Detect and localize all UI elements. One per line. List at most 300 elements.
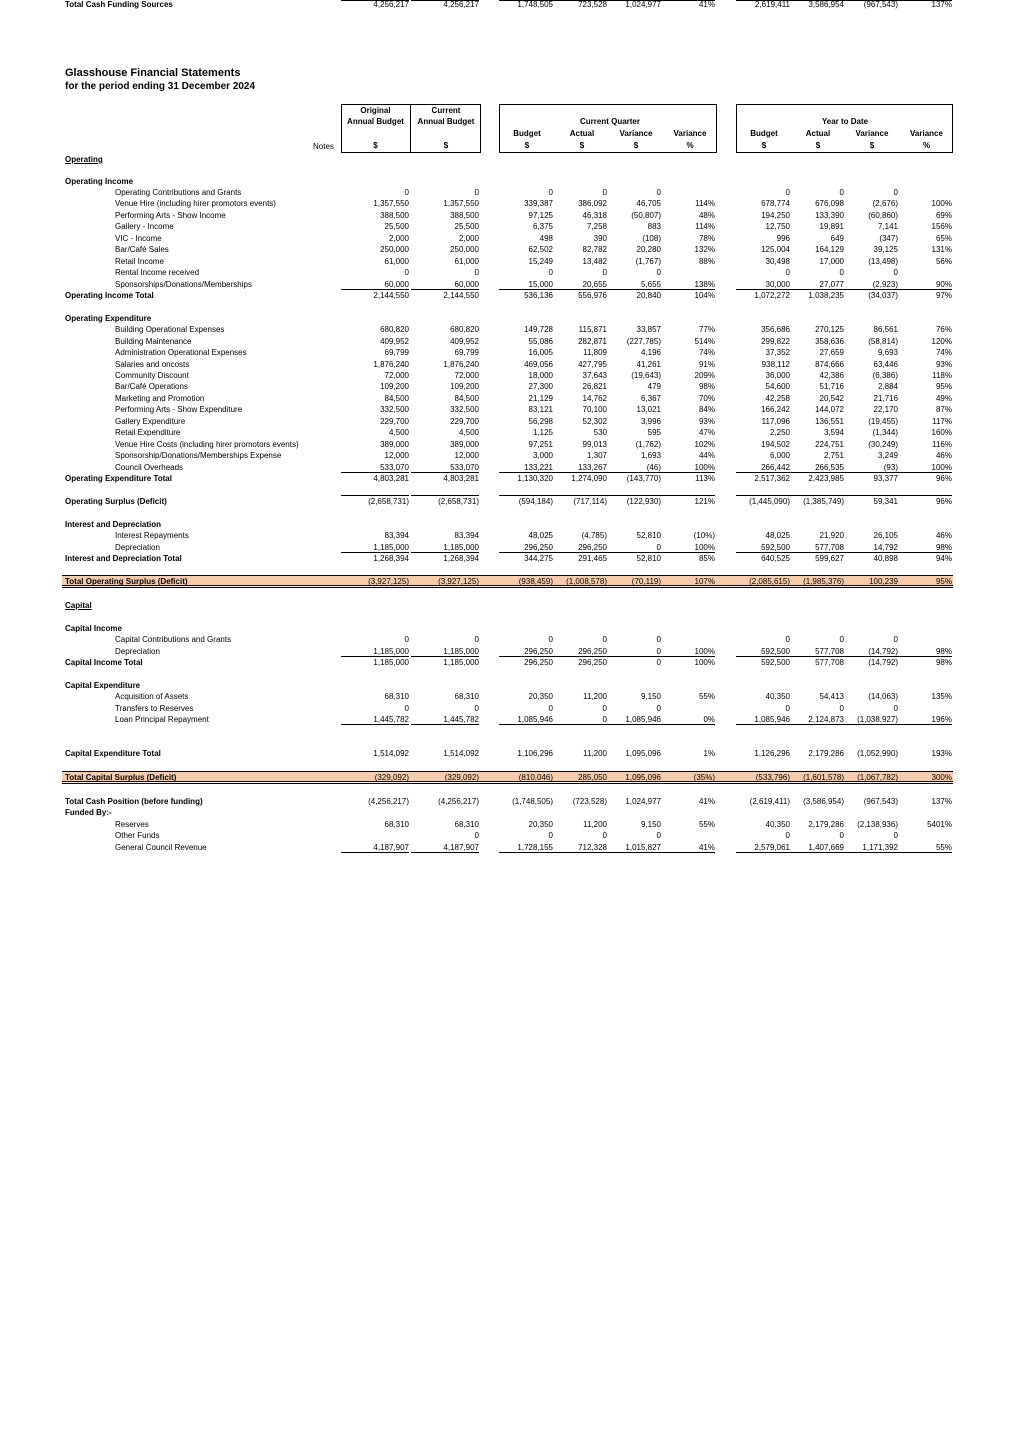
original-budget-value: 4,187,907 — [373, 843, 409, 852]
ytd-budget-value: 40,350 — [765, 820, 790, 829]
ytd-variance-pct-value: 116% — [932, 440, 952, 449]
group-heading: Capital Expenditure — [65, 681, 141, 690]
ytd-budget-value: 2,619,411 — [755, 0, 790, 9]
line-item-label: Other Funds — [115, 831, 160, 840]
line-item-label: Rental Income received — [115, 268, 200, 277]
ytd-budget-value: 40,350 — [765, 692, 790, 701]
cq-variance-pct-value: 44% — [698, 451, 715, 460]
ytd-variance-pct-value: 5401% — [927, 820, 952, 829]
cq-budget-value: 1,728,155 — [517, 843, 553, 852]
current-budget-value: (329,092) — [444, 773, 479, 782]
cq-budget-value: 1,748,505 — [517, 0, 553, 9]
original-budget-label-2: Annual Budget — [347, 117, 404, 126]
ytd-actual-value: 0 — [839, 831, 844, 840]
ytd-variance-pct-value: 120% — [931, 337, 952, 346]
cq-actual-value: 11,809 — [583, 348, 607, 357]
subtotal-rule — [341, 472, 409, 473]
current-budget-value: 1,185,000 — [443, 647, 479, 656]
ytd-actual-value: 42,386 — [819, 371, 844, 380]
original-budget-value: 1,357,550 — [373, 199, 409, 208]
ytd-variance-pct-value: 196% — [931, 715, 952, 724]
cq-variance-value: 1,095,096 — [625, 749, 661, 758]
ytd-variance-pct-value: 49% — [935, 394, 952, 403]
current-budget-label-1: Current — [431, 106, 461, 115]
original-budget-value: 69,799 — [384, 348, 409, 357]
original-budget-value: 1,185,000 — [373, 647, 409, 656]
subtotal-rule — [499, 0, 715, 1]
original-budget-value: 332,500 — [380, 405, 409, 414]
line-item-label: Sponsorships/Donations/Memberships — [115, 280, 252, 289]
ytd-variance-value: 86,561 — [873, 325, 898, 334]
cq-variance-pct-value: 48% — [698, 211, 715, 220]
ytd-variance-pct-value: 95% — [935, 382, 952, 391]
ytd-variance-pct-value: 56% — [935, 257, 952, 266]
cq-budget-value: 498 — [539, 234, 553, 243]
cq-variance-value: (19,643) — [631, 371, 661, 380]
original-budget-value: 409,952 — [380, 337, 409, 346]
cq-actual-value: 11,200 — [583, 820, 607, 829]
cq-variance-pct-value: (10%) — [693, 531, 715, 540]
current-budget-value: 12,000 — [454, 451, 479, 460]
cq-variance-value: 9,150 — [640, 820, 661, 829]
original-budget-value: 109,200 — [380, 382, 409, 391]
subtotal-rule — [411, 724, 479, 725]
ytd-budget-value: 42,258 — [765, 394, 790, 403]
cq-variance-value: (122,930) — [626, 497, 661, 506]
ytd-budget-value: 30,498 — [765, 257, 790, 266]
original-budget-value: 83,394 — [384, 531, 409, 540]
cq-actual-value: 26,821 — [582, 382, 607, 391]
original-budget-label-1: Original — [360, 106, 391, 115]
current-budget-value: (2,658,731) — [438, 497, 479, 506]
cq-actual-value: 386,092 — [578, 199, 607, 208]
cq-variance-pct-value: 102% — [694, 440, 715, 449]
cq-budget-value: 0 — [548, 635, 553, 644]
cq-actual-value: (4,785) — [581, 531, 607, 540]
line-item-label: Venue Hire (including hirer promotors events) — [115, 199, 276, 208]
ytd-budget-value: 1,126,296 — [754, 749, 790, 758]
cq-budget-value: 133,221 — [524, 463, 553, 472]
ytd-variance-value: 0 — [893, 704, 898, 713]
ytd-budget-value: 2,579,061 — [754, 843, 790, 852]
current-budget-value: 1,876,240 — [443, 360, 479, 369]
ytd-budget-value: 592,500 — [761, 658, 790, 667]
cq-actual-value: (723,528) — [572, 797, 607, 806]
cq-variance-pct-value: 93% — [698, 417, 715, 426]
subtotal-rule — [736, 552, 952, 553]
ytd-variance-value: 39,125 — [873, 245, 898, 254]
cq-budget-value: 149,728 — [524, 325, 553, 334]
ytd-actual-value: (3,586,954) — [803, 797, 844, 806]
cq-variance-value: 5,655 — [640, 280, 661, 289]
cq-variance-value: 0 — [656, 831, 661, 840]
current-budget-value: 0 — [474, 268, 479, 277]
ytd-variance-value: 63,446 — [873, 360, 898, 369]
cq-actual-value: 1,274,090 — [571, 474, 607, 483]
cq-variance-value: (227,785) — [626, 337, 661, 346]
cq-variance-pct-value: 98% — [698, 382, 715, 391]
cq-actual-value: 427,795 — [578, 360, 607, 369]
cq-actual-value: 11,200 — [583, 749, 607, 758]
cq-variance-pct-value: 114% — [695, 222, 715, 231]
ytd-actual-unit: $ — [815, 141, 821, 150]
line-item-label: Loan Principal Repayment — [115, 715, 209, 724]
ytd-variance-value: 26,105 — [873, 531, 898, 540]
ytd-variance-value: (1,344) — [872, 428, 898, 437]
cq-actual-value: 723,528 — [578, 0, 607, 9]
cq-variance-value: 0 — [656, 268, 661, 277]
original-budget-value: 389,000 — [380, 440, 409, 449]
subtotal-rule — [341, 495, 409, 496]
line-item-label: Depreciation — [115, 543, 160, 552]
line-item-label: Building Operational Expenses — [115, 325, 225, 334]
ytd-budget-value: 6,000 — [769, 451, 790, 460]
section-heading: Operating — [65, 155, 103, 164]
cq-variance-pct-value: 100% — [694, 543, 715, 552]
ytd-actual-value: 27,659 — [819, 348, 844, 357]
ytd-variance-value: (60,860) — [868, 211, 898, 220]
ytd-variance-value: (1,052,990) — [857, 749, 898, 758]
cq-variance-value: 33,857 — [636, 325, 661, 334]
original-budget-value: 4,256,217 — [373, 0, 409, 9]
current-quarter-title: Current Quarter — [579, 117, 640, 126]
subtotal-rule — [499, 289, 715, 290]
ytd-budget-value: 166,242 — [761, 405, 790, 414]
cq-variance-pct-value: 77% — [698, 325, 715, 334]
ytd-variance-pct-value: 137% — [931, 0, 952, 9]
ytd-budget-value: 0 — [785, 831, 790, 840]
ytd-actual-value: 1,038,235 — [808, 291, 844, 300]
ytd-actual-value: (1,601,578) — [803, 773, 844, 782]
ytd-actual-value: 2,179,286 — [808, 749, 844, 758]
ytd-actual-value: 874,666 — [815, 360, 844, 369]
cq-variance-value: (1,762) — [635, 440, 661, 449]
ytd-variance-value: (30,249) — [868, 440, 898, 449]
ytd-variance-value: 1,171,392 — [862, 843, 898, 852]
cq-variance-pct-value: 100% — [694, 463, 715, 472]
subtotal-rule — [411, 0, 479, 1]
ytd-budget-value: 37,352 — [765, 348, 790, 357]
ytd-actual-value: 21,920 — [819, 531, 844, 540]
highlight-rule — [62, 587, 953, 588]
cq-actual-unit: $ — [579, 141, 585, 150]
original-budget-value: 388,500 — [380, 211, 409, 220]
ytd-actual-value: 27,077 — [819, 280, 844, 289]
ytd-variance-value: 40,898 — [873, 554, 898, 563]
ytd-budget-value: 356,686 — [761, 325, 790, 334]
current-budget-value: 4,256,217 — [443, 0, 479, 9]
ytd-budget-value: 996 — [776, 234, 790, 243]
ytd-variance-value: 22,170 — [873, 405, 898, 414]
line-item-label: Gallery - Income — [115, 222, 174, 231]
ytd-variance-pct-value: 98% — [935, 543, 952, 552]
cq-budget-value: 15,000 — [528, 280, 553, 289]
line-item-label: Reserves — [115, 820, 149, 829]
ytd-budget-value: 1,085,946 — [754, 715, 790, 724]
original-budget-value: 68,310 — [384, 820, 409, 829]
cq-budget-value: 296,250 — [524, 647, 553, 656]
subtotal-rule — [341, 656, 409, 657]
cq-budget-value: 1,085,946 — [517, 715, 553, 724]
cq-budget-value: 55,086 — [528, 337, 553, 346]
ytd-variance-pct-value: 69% — [935, 211, 952, 220]
ytd-actual-value: 270,125 — [815, 325, 844, 334]
ytd-variance-value: (14,792) — [868, 658, 898, 667]
subtotal-rule — [341, 289, 409, 290]
ytd-variance-value: (13,498) — [868, 257, 898, 266]
current-budget-value: 0 — [474, 704, 479, 713]
line-item-label: Retail Expenditure — [115, 428, 181, 437]
cq-variance-pct-value: 41% — [698, 0, 715, 9]
ytd-budget-value: 592,500 — [761, 543, 790, 552]
cq-budget-value: (1,748,505) — [512, 797, 553, 806]
cq-budget-value: 97,125 — [528, 211, 553, 220]
current-budget-unit: $ — [443, 141, 449, 150]
original-budget-value: (2,658,731) — [368, 497, 409, 506]
cq-actual-value: 0 — [602, 831, 607, 840]
cq-variance-pct-value: 55% — [698, 692, 715, 701]
cq-variance-value: 3,996 — [640, 417, 661, 426]
ytd-actual-header: Actual — [805, 129, 831, 138]
original-budget-value: 229,700 — [380, 417, 409, 426]
ytd-actual-value: (1,385,749) — [803, 497, 844, 506]
cq-actual-value: 0 — [602, 704, 607, 713]
current-budget-value: 0 — [474, 635, 479, 644]
current-budget-value: 229,700 — [450, 417, 479, 426]
cq-actual-value: 282,871 — [578, 337, 607, 346]
cq-variance-pct-value: 41% — [698, 843, 715, 852]
cq-budget-value: 1,125 — [532, 428, 553, 437]
ytd-budget-value: (2,619,411) — [749, 797, 790, 806]
page-title: Glasshouse Financial Statements — [65, 67, 241, 79]
cq-actual-value: 0 — [602, 715, 607, 724]
subtotal-rule — [411, 852, 479, 853]
ytd-budget-value: 0 — [785, 704, 790, 713]
ytd-variance-pct-value: 65% — [935, 234, 952, 243]
current-budget-value: 72,000 — [454, 371, 479, 380]
notes-header: Notes — [313, 142, 334, 151]
cq-budget-value: 339,387 — [524, 199, 553, 208]
original-budget-value: 12,000 — [384, 451, 409, 460]
cq-budget-value: 48,025 — [528, 531, 553, 540]
cq-budget-value: 62,502 — [528, 245, 553, 254]
cq-variance-pct-value: 74% — [698, 348, 715, 357]
cq-variance-value: 41,261 — [636, 360, 661, 369]
cq-variance-pct-value: 1% — [703, 749, 715, 758]
ytd-actual-value: 577,708 — [815, 647, 844, 656]
cq-budget-value: 18,000 — [528, 371, 553, 380]
line-item-label: Capital Contributions and Grants — [115, 635, 232, 644]
subtotal-rule — [411, 289, 479, 290]
cq-actual-value: 52,302 — [582, 417, 607, 426]
current-budget-value: 409,952 — [450, 337, 479, 346]
ytd-budget-value: 1,072,272 — [754, 291, 790, 300]
original-budget-value: 680,820 — [380, 325, 409, 334]
cq-actual-value: (1,008,578) — [566, 577, 607, 586]
line-item-label: General Council Revenue — [115, 843, 207, 852]
page-subtitle: for the period ending 31 December 2024 — [65, 81, 256, 92]
cq-budget-unit: $ — [524, 141, 530, 150]
ytd-budget-header: Budget — [750, 129, 778, 138]
ytd-variance-pct-value: 46% — [935, 531, 952, 540]
subtotal-rule — [499, 724, 715, 725]
ytd-variance-value: (19,455) — [868, 417, 898, 426]
cq-variance-value: 0 — [656, 647, 661, 656]
ytd-actual-value: 0 — [839, 704, 844, 713]
total-label: Capital Expenditure Total — [65, 749, 161, 758]
current-budget-value: 389,000 — [450, 440, 479, 449]
cq-budget-value: 15,249 — [528, 257, 553, 266]
line-item-label: Operating Contributions and Grants — [115, 188, 242, 197]
ytd-variance-value: 21,716 — [873, 394, 898, 403]
ytd-actual-value: 133,390 — [815, 211, 844, 220]
total-label: Operating Income Total — [65, 291, 154, 300]
subtotal-rule — [736, 656, 952, 657]
subtotal-rule — [411, 472, 479, 473]
ytd-variance-value: (14,063) — [868, 692, 898, 701]
cq-actual-value: (717,114) — [573, 497, 607, 506]
cq-actual-value: 82,782 — [582, 245, 607, 254]
cq-variance-pct-value: 113% — [695, 474, 715, 483]
original-budget-value: 1,445,782 — [373, 715, 409, 724]
subtotal-rule — [499, 852, 715, 853]
subtotal-rule — [499, 552, 715, 553]
cq-actual-value: 133,267 — [578, 463, 607, 472]
subtotal-rule — [499, 472, 715, 473]
cq-variance-header: Variance — [619, 129, 653, 138]
line-item-label: Gallery Expenditure — [115, 417, 186, 426]
ytd-variance-pct-value: 156% — [931, 222, 952, 231]
cq-variance-unit: $ — [633, 141, 639, 150]
cq-budget-value: 20,350 — [528, 820, 553, 829]
cq-actual-value: 296,250 — [578, 543, 607, 552]
ytd-budget-value: 194,502 — [761, 440, 790, 449]
current-budget-value: 25,500 — [454, 222, 479, 231]
ytd-variance-pct-value: 98% — [935, 658, 952, 667]
cq-variance-pct-value: 70% — [698, 394, 715, 403]
ytd-actual-value: 358,636 — [815, 337, 844, 346]
original-budget-value: 1,268,394 — [373, 554, 409, 563]
subtotal-rule — [411, 552, 479, 553]
cq-actual-value: 296,250 — [578, 647, 607, 656]
cq-actual-value: 0 — [602, 268, 607, 277]
ytd-variance-value: (2,138,936) — [857, 820, 898, 829]
cq-variance-pct-unit: % — [686, 141, 694, 150]
original-budget-value: 2,144,550 — [373, 291, 409, 300]
cq-variance-value: 1,015,827 — [625, 843, 661, 852]
ytd-variance-header: Variance — [855, 129, 889, 138]
ytd-variance-value: 2,884 — [877, 382, 898, 391]
ytd-budget-value: 30,000 — [765, 280, 790, 289]
ytd-variance-value: (34,037) — [868, 291, 898, 300]
current-budget-value: 4,187,907 — [443, 843, 479, 852]
line-item-label: Venue Hire Costs (including hirer promotors events) — [115, 440, 299, 449]
cq-variance-value: 6,367 — [640, 394, 661, 403]
ytd-budget-value: 678,774 — [761, 199, 790, 208]
cq-variance-pct-value: 41% — [698, 797, 715, 806]
cq-actual-value: 285,050 — [578, 773, 607, 782]
cq-actual-value: 13,482 — [582, 257, 607, 266]
ytd-variance-pct-value: 100% — [931, 463, 952, 472]
cq-actual-value: 0 — [602, 635, 607, 644]
group-heading: Capital Income — [65, 624, 122, 633]
ytd-actual-value: 2,751 — [823, 451, 844, 460]
ytd-variance-pct-value: 46% — [935, 451, 952, 460]
ytd-actual-value: 649 — [830, 234, 844, 243]
ytd-variance-unit: $ — [869, 141, 875, 150]
ytd-actual-value: 54,413 — [819, 692, 844, 701]
original-budget-value: 4,803,281 — [373, 474, 409, 483]
ytd-actual-value: 2,124,873 — [808, 715, 844, 724]
line-item-label: Building Maintenance — [115, 337, 192, 346]
ytd-variance-value: 93,377 — [873, 474, 898, 483]
ytd-budget-value: 194,250 — [761, 211, 790, 220]
cq-variance-value: 0 — [656, 188, 661, 197]
cq-actual-value: 1,307 — [586, 451, 607, 460]
cq-budget-value: 296,250 — [524, 543, 553, 552]
cq-budget-header: Budget — [513, 129, 541, 138]
ytd-budget-value: 2,517,362 — [754, 474, 790, 483]
cq-variance-pct-value: 514% — [694, 337, 715, 346]
ytd-variance-value: 7,141 — [877, 222, 898, 231]
ytd-variance-pct-header: Variance — [910, 129, 943, 138]
total-label: Total Cash Position (before funding) — [65, 797, 203, 806]
cq-actual-value: 0 — [602, 188, 607, 197]
original-budget-value: (3,927,125) — [368, 577, 409, 586]
ytd-variance-pct-value: 94% — [935, 554, 952, 563]
original-budget-value: 84,500 — [384, 394, 409, 403]
cq-actual-value: 291,465 — [578, 554, 607, 563]
cq-actual-value: 556,976 — [578, 291, 607, 300]
original-budget-value: 72,000 — [384, 371, 409, 380]
subtotal-rule — [341, 852, 409, 853]
ytd-variance-pct-value: 160% — [931, 428, 952, 437]
ytd-actual-value: 3,594 — [823, 428, 844, 437]
ytd-actual-value: 164,129 — [815, 245, 844, 254]
cq-variance-pct-value: 107% — [694, 577, 715, 586]
ytd-variance-value: 0 — [893, 635, 898, 644]
cq-variance-pct-value: (35%) — [693, 773, 715, 782]
cq-actual-value: 14,762 — [582, 394, 607, 403]
ytd-actual-value: 2,179,286 — [808, 820, 844, 829]
cq-budget-value: 536,136 — [524, 291, 553, 300]
ytd-actual-value: 144,072 — [815, 405, 844, 414]
ytd-variance-pct-value: 118% — [932, 371, 952, 380]
total-label: Capital Income Total — [65, 658, 143, 667]
ytd-actual-value: 136,551 — [815, 417, 844, 426]
current-budget-value: 1,357,550 — [443, 199, 479, 208]
cq-variance-value: 13,021 — [636, 405, 661, 414]
ytd-actual-value: 17,000 — [819, 257, 844, 266]
ytd-actual-value: 2,423,985 — [808, 474, 844, 483]
original-budget-value: 250,000 — [380, 245, 409, 254]
cq-budget-value: 21,129 — [528, 394, 553, 403]
cq-variance-value: (46) — [646, 463, 661, 472]
ytd-budget-value: 48,025 — [765, 531, 790, 540]
ytd-budget-value: (533,796) — [755, 773, 790, 782]
ytd-variance-value: (347) — [879, 234, 898, 243]
line-item-label: Salaries and oncosts — [115, 360, 190, 369]
total-label: Total Operating Surplus (Deficit) — [65, 577, 188, 586]
cq-variance-value: (50,807) — [631, 211, 661, 220]
ytd-variance-pct-value: 193% — [931, 749, 952, 758]
cq-budget-value: (594,184) — [518, 497, 553, 506]
subtotal-rule — [341, 724, 409, 725]
cq-actual-value: 70,100 — [582, 405, 607, 414]
cq-variance-pct-value: 121% — [694, 497, 715, 506]
total-label: Total Capital Surplus (Deficit) — [65, 773, 177, 782]
ytd-budget-value: 938,112 — [761, 360, 790, 369]
